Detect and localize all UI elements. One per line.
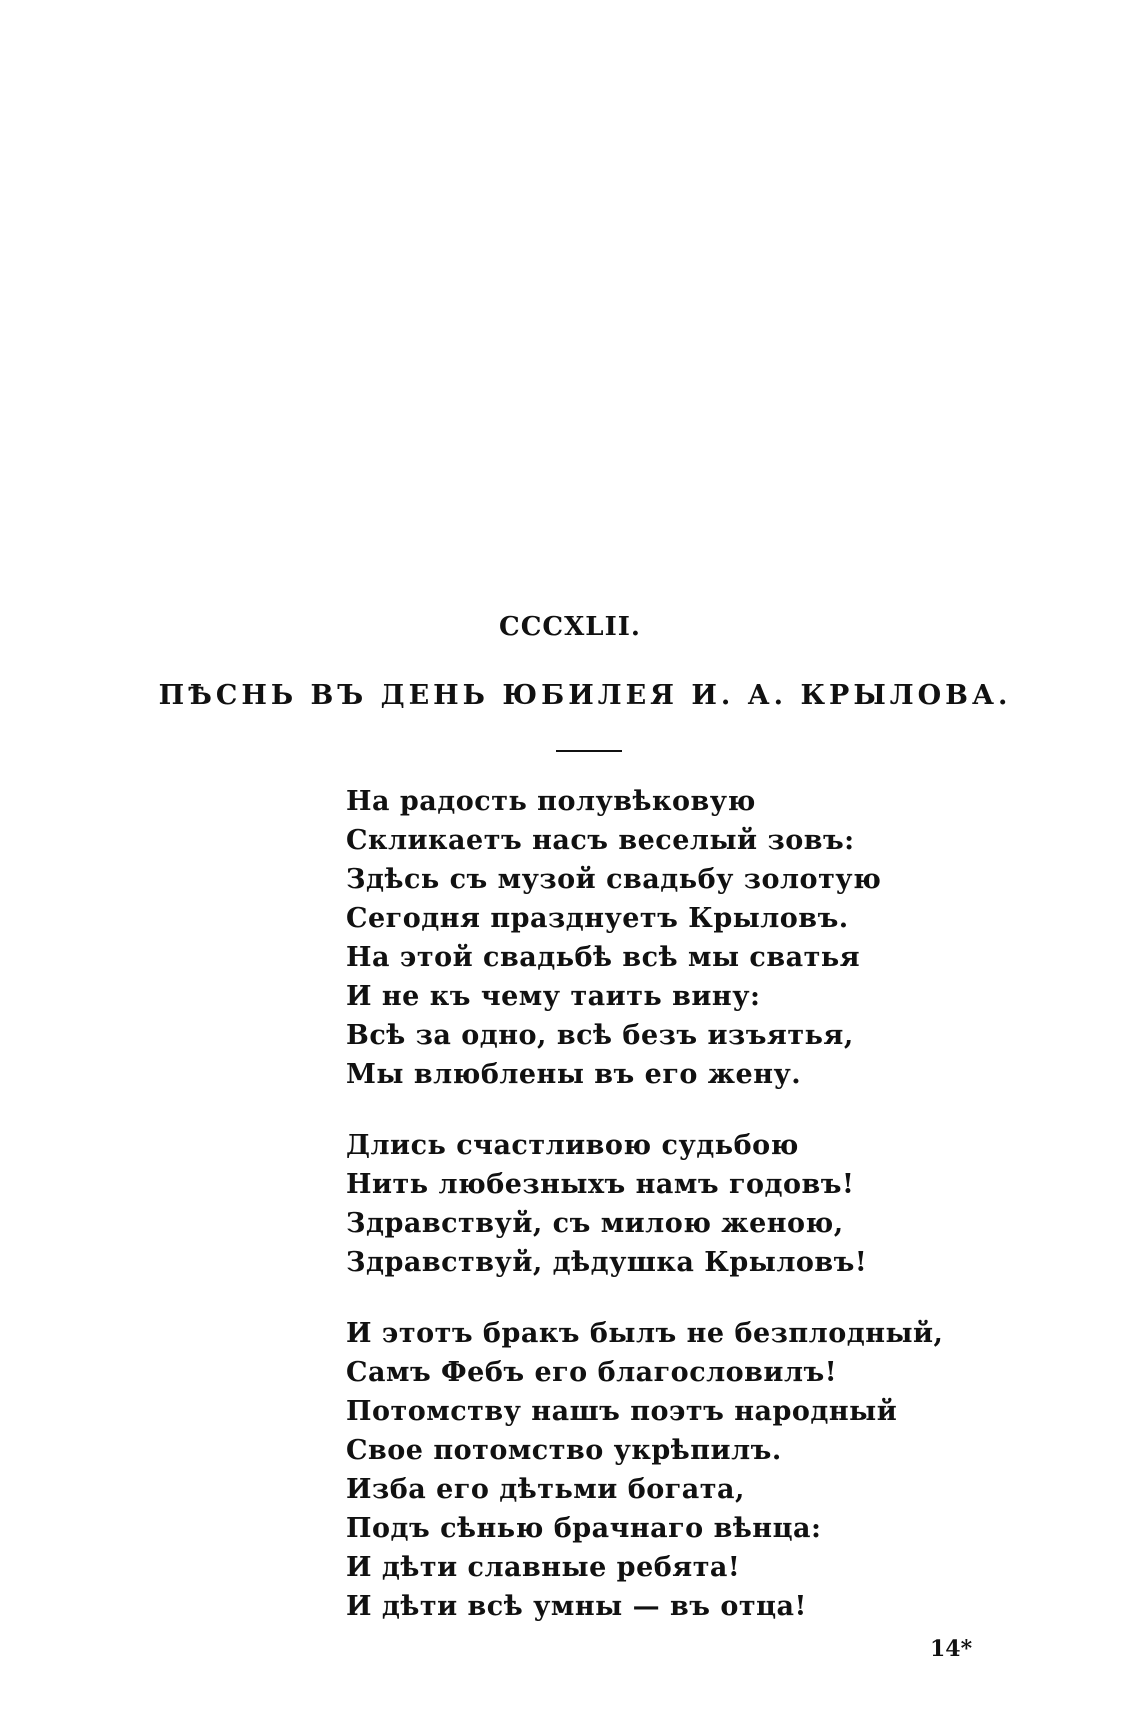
verse-line: На этой свадьбѣ всѣ мы сватья	[346, 942, 861, 973]
verse-line: На радость полувѣковую	[346, 786, 756, 817]
verse-line: Мы влюблены въ его жену.	[346, 1059, 802, 1090]
poem-number: CCCXLII.	[499, 612, 641, 642]
verse-line: Сегодня празднуетъ Крыловъ.	[346, 903, 849, 934]
stanza-2	[346, 1126, 906, 1282]
title-divider	[556, 750, 622, 752]
verse-line: Длись счастливою судьбою	[346, 1130, 799, 1161]
stanza-1	[346, 782, 906, 1094]
verse-line: И этотъ бракъ былъ не безплодный,	[346, 1318, 944, 1349]
verse-line: И дѣти славные ребята!	[346, 1552, 741, 1583]
verse-line: Потомству нашъ поэтъ народный	[346, 1396, 898, 1427]
verse-line: И не къ чему таить вину:	[346, 981, 761, 1012]
verse-line: Скликаетъ насъ веселый зовъ:	[346, 825, 855, 856]
verse-line: Самъ Фебъ его благословилъ!	[346, 1357, 838, 1388]
verse-line: Изба его дѣтьми богата,	[346, 1474, 745, 1505]
verse-line: Здравствуй, дѣдушка Крыловъ!	[346, 1247, 868, 1278]
poem-title: ПѢСНЬ ВЪ ДЕНЬ ЮБИЛЕЯ И. А. КРЫЛОВА.	[158, 680, 1012, 711]
verse-line: Всѣ за одно, всѣ безъ изъятья,	[346, 1020, 854, 1051]
poem-body	[346, 782, 944, 1658]
signature-mark: 14*	[930, 1636, 973, 1662]
verse-line: Свое потомство укрѣпилъ.	[346, 1435, 782, 1466]
verse-line: Подъ сѣнью брачнаго вѣнца:	[346, 1513, 822, 1544]
verse-line: Нить любезныхъ намъ годовъ!	[346, 1169, 855, 1200]
verse-line: Здравствуй, съ милою женою,	[346, 1208, 844, 1239]
verse-line: И дѣти всѣ умны — въ отца!	[346, 1591, 807, 1622]
stanza-3	[346, 1314, 944, 1626]
verse-line: Здѣсь съ музой свадьбу золотую	[346, 864, 882, 895]
